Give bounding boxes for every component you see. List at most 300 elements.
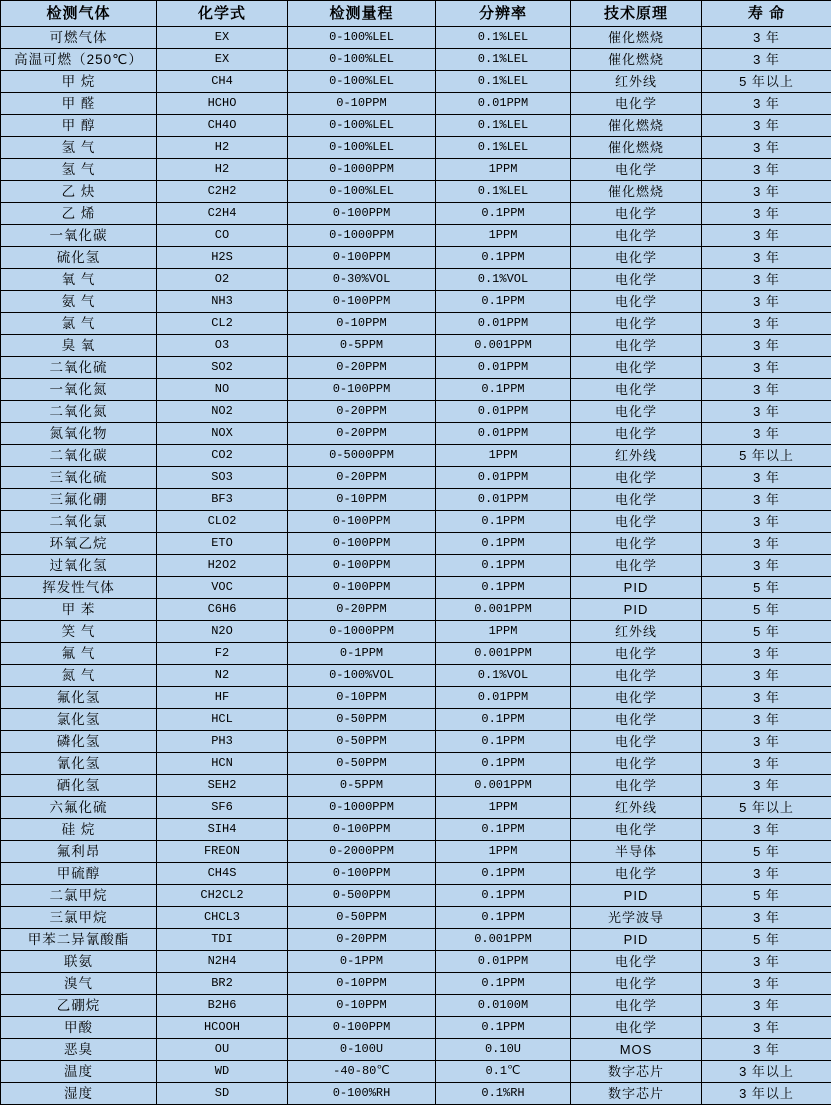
cell-formula: CLO2: [157, 511, 288, 533]
cell-lifetime: 3 年: [702, 401, 831, 423]
cell-resolution: 0.1%VOL: [436, 665, 571, 687]
cell-gas-name: 环氧乙烷: [1, 533, 157, 555]
cell-resolution: 0.1PPM: [436, 291, 571, 313]
cell-technology: 电化学: [571, 687, 702, 709]
cell-range: 0-100%LEL: [288, 49, 436, 71]
cell-formula: EX: [157, 27, 288, 49]
cell-lifetime: 3 年: [702, 731, 831, 753]
cell-formula: SEH2: [157, 775, 288, 797]
cell-range: 0-100PPM: [288, 379, 436, 401]
cell-gas-name: 氯化氢: [1, 709, 157, 731]
cell-technology: 电化学: [571, 247, 702, 269]
cell-range: 0-20PPM: [288, 467, 436, 489]
cell-lifetime: 3 年: [702, 511, 831, 533]
cell-gas-name: 氮氧化物: [1, 423, 157, 445]
cell-formula: ETO: [157, 533, 288, 555]
cell-gas-name: 恶臭: [1, 1039, 157, 1061]
cell-lifetime: 3 年: [702, 115, 831, 137]
cell-lifetime: 3 年: [702, 225, 831, 247]
table-row: [1, 643, 831, 665]
cell-resolution: 0.1PPM: [436, 203, 571, 225]
cell-lifetime: 3 年: [702, 907, 831, 929]
cell-range: 0-100U: [288, 1039, 436, 1061]
cell-gas-name: 一氧化碳: [1, 225, 157, 247]
cell-gas-name: 二氯甲烷: [1, 885, 157, 907]
cell-gas-name: 三氟化硼: [1, 489, 157, 511]
cell-range: 0-100PPM: [288, 247, 436, 269]
cell-technology: 电化学: [571, 863, 702, 885]
cell-formula: PH3: [157, 731, 288, 753]
table-row: [1, 467, 831, 489]
cell-lifetime: 3 年: [702, 951, 831, 973]
table-row: [1, 49, 831, 71]
cell-technology: 电化学: [571, 731, 702, 753]
cell-technology: 电化学: [571, 225, 702, 247]
cell-formula: FREON: [157, 841, 288, 863]
table-body: [1, 27, 831, 1105]
cell-resolution: 0.1PPM: [436, 973, 571, 995]
cell-formula: H2S: [157, 247, 288, 269]
table-row: [1, 841, 831, 863]
table-row: [1, 995, 831, 1017]
cell-resolution: 0.1PPM: [436, 1017, 571, 1039]
cell-lifetime: 3 年: [702, 159, 831, 181]
cell-range: 0-20PPM: [288, 929, 436, 951]
cell-technology: 电化学: [571, 423, 702, 445]
column-header-technology: 技术原理: [571, 1, 702, 27]
cell-technology: 电化学: [571, 203, 702, 225]
cell-range: 0-20PPM: [288, 401, 436, 423]
cell-technology: 红外线: [571, 621, 702, 643]
cell-formula: NO: [157, 379, 288, 401]
cell-range: 0-20PPM: [288, 423, 436, 445]
table-row: [1, 159, 831, 181]
cell-resolution: 0.1PPM: [436, 753, 571, 775]
table-row: [1, 1017, 831, 1039]
cell-gas-name: 二氧化碳: [1, 445, 157, 467]
cell-technology: 红外线: [571, 445, 702, 467]
cell-technology: MOS: [571, 1039, 702, 1061]
cell-resolution: 0.1%VOL: [436, 269, 571, 291]
cell-formula: CO2: [157, 445, 288, 467]
cell-range: 0-100%LEL: [288, 71, 436, 93]
cell-gas-name: 氧 气: [1, 269, 157, 291]
cell-lifetime: 3 年: [702, 423, 831, 445]
cell-lifetime: 3 年: [702, 753, 831, 775]
table-row: [1, 907, 831, 929]
cell-formula: SD: [157, 1083, 288, 1105]
cell-resolution: 0.1%RH: [436, 1083, 571, 1105]
column-header-resolution: 分辨率: [436, 1, 571, 27]
cell-gas-name: 甲 醛: [1, 93, 157, 115]
cell-lifetime: 3 年: [702, 533, 831, 555]
cell-lifetime: 3 年: [702, 665, 831, 687]
cell-lifetime: 3 年: [702, 49, 831, 71]
cell-gas-name: 磷化氢: [1, 731, 157, 753]
cell-technology: 红外线: [571, 71, 702, 93]
table-row: [1, 819, 831, 841]
cell-lifetime: 3 年: [702, 775, 831, 797]
cell-resolution: 1PPM: [436, 445, 571, 467]
table-row: [1, 291, 831, 313]
cell-resolution: 0.1%LEL: [436, 71, 571, 93]
table-row: [1, 1061, 831, 1083]
cell-formula: VOC: [157, 577, 288, 599]
cell-lifetime: 3 年: [702, 467, 831, 489]
cell-gas-name: 甲硫醇: [1, 863, 157, 885]
cell-gas-name: 氢 气: [1, 159, 157, 181]
cell-technology: 电化学: [571, 291, 702, 313]
cell-technology: 半导体: [571, 841, 702, 863]
cell-resolution: 0.001PPM: [436, 775, 571, 797]
cell-formula: OU: [157, 1039, 288, 1061]
cell-gas-name: 硅 烷: [1, 819, 157, 841]
cell-lifetime: 3 年: [702, 379, 831, 401]
cell-gas-name: 氯 气: [1, 313, 157, 335]
cell-resolution: 0.1%LEL: [436, 49, 571, 71]
cell-technology: 催化燃烧: [571, 137, 702, 159]
cell-resolution: 0.1PPM: [436, 709, 571, 731]
table-row: [1, 863, 831, 885]
cell-technology: 催化燃烧: [571, 27, 702, 49]
cell-formula: N2: [157, 665, 288, 687]
cell-range: 0-1000PPM: [288, 797, 436, 819]
cell-range: 0-100PPM: [288, 511, 436, 533]
cell-formula: NOX: [157, 423, 288, 445]
cell-formula: NH3: [157, 291, 288, 313]
cell-range: 0-100%VOL: [288, 665, 436, 687]
table-row: [1, 27, 831, 49]
cell-range: 0-100%LEL: [288, 115, 436, 137]
cell-technology: 电化学: [571, 775, 702, 797]
cell-gas-name: 湿度: [1, 1083, 157, 1105]
table-row: [1, 401, 831, 423]
cell-lifetime: 3 年: [702, 291, 831, 313]
table-row: [1, 599, 831, 621]
cell-formula: H2: [157, 137, 288, 159]
cell-gas-name: 硫化氢: [1, 247, 157, 269]
table-row: [1, 137, 831, 159]
cell-formula: NO2: [157, 401, 288, 423]
cell-lifetime: 3 年以上: [702, 1061, 831, 1083]
cell-technology: 电化学: [571, 159, 702, 181]
cell-resolution: 0.1%LEL: [436, 137, 571, 159]
cell-gas-name: 乙硼烷: [1, 995, 157, 1017]
cell-range: 0-500PPM: [288, 885, 436, 907]
cell-technology: 电化学: [571, 665, 702, 687]
cell-range: 0-5PPM: [288, 335, 436, 357]
cell-resolution: 1PPM: [436, 225, 571, 247]
cell-formula: EX: [157, 49, 288, 71]
cell-technology: 电化学: [571, 973, 702, 995]
cell-gas-name: 氮 气: [1, 665, 157, 687]
cell-range: 0-50PPM: [288, 753, 436, 775]
cell-technology: 催化燃烧: [571, 115, 702, 137]
cell-range: 0-10PPM: [288, 973, 436, 995]
table-row: [1, 753, 831, 775]
cell-gas-name: 甲酸: [1, 1017, 157, 1039]
cell-lifetime: 3 年: [702, 1017, 831, 1039]
cell-gas-name: 氟利昂: [1, 841, 157, 863]
cell-gas-name: 二氧化氮: [1, 401, 157, 423]
cell-formula: H2O2: [157, 555, 288, 577]
cell-technology: 电化学: [571, 357, 702, 379]
table-row: [1, 379, 831, 401]
cell-resolution: 0.1PPM: [436, 731, 571, 753]
cell-lifetime: 3 年: [702, 203, 831, 225]
cell-resolution: 0.1PPM: [436, 511, 571, 533]
cell-technology: 电化学: [571, 709, 702, 731]
cell-resolution: 0.10U: [436, 1039, 571, 1061]
cell-range: 0-100PPM: [288, 577, 436, 599]
table-row: [1, 445, 831, 467]
cell-gas-name: 甲 烷: [1, 71, 157, 93]
cell-gas-name: 氟 气: [1, 643, 157, 665]
table-row: [1, 555, 831, 577]
cell-formula: HCN: [157, 753, 288, 775]
cell-resolution: 0.001PPM: [436, 599, 571, 621]
cell-lifetime: 3 年: [702, 93, 831, 115]
cell-gas-name: 可燃气体: [1, 27, 157, 49]
cell-technology: PID: [571, 577, 702, 599]
cell-formula: BR2: [157, 973, 288, 995]
cell-range: 0-10PPM: [288, 995, 436, 1017]
table-row: [1, 1039, 831, 1061]
cell-formula: HCHO: [157, 93, 288, 115]
cell-gas-name: 挥发性气体: [1, 577, 157, 599]
cell-gas-name: 甲苯二异氰酸酯: [1, 929, 157, 951]
cell-gas-name: 溴气: [1, 973, 157, 995]
cell-gas-name: 臭 氧: [1, 335, 157, 357]
cell-formula: TDI: [157, 929, 288, 951]
cell-lifetime: 5 年: [702, 577, 831, 599]
cell-lifetime: 3 年: [702, 1039, 831, 1061]
cell-lifetime: 3 年: [702, 181, 831, 203]
cell-range: 0-10PPM: [288, 489, 436, 511]
table-row: [1, 313, 831, 335]
cell-lifetime: 3 年: [702, 555, 831, 577]
cell-resolution: 0.1PPM: [436, 533, 571, 555]
cell-formula: C6H6: [157, 599, 288, 621]
cell-range: 0-1PPM: [288, 951, 436, 973]
cell-resolution: 0.01PPM: [436, 93, 571, 115]
cell-lifetime: 3 年: [702, 335, 831, 357]
cell-resolution: 0.1℃: [436, 1061, 571, 1083]
cell-gas-name: 氢 气: [1, 137, 157, 159]
cell-range: 0-1000PPM: [288, 621, 436, 643]
cell-technology: PID: [571, 599, 702, 621]
column-header-formula: 化学式: [157, 1, 288, 27]
cell-resolution: 0.1PPM: [436, 885, 571, 907]
cell-technology: 数字芯片: [571, 1061, 702, 1083]
cell-technology: 电化学: [571, 401, 702, 423]
cell-gas-name: 联氨: [1, 951, 157, 973]
cell-technology: 电化学: [571, 951, 702, 973]
cell-range: 0-100PPM: [288, 819, 436, 841]
cell-resolution: 0.001PPM: [436, 929, 571, 951]
cell-lifetime: 5 年: [702, 621, 831, 643]
cell-gas-name: 硒化氢: [1, 775, 157, 797]
cell-formula: O3: [157, 335, 288, 357]
cell-lifetime: 5 年以上: [702, 71, 831, 93]
table-row: [1, 269, 831, 291]
cell-lifetime: 3 年: [702, 819, 831, 841]
cell-formula: BF3: [157, 489, 288, 511]
table-row: [1, 225, 831, 247]
cell-range: 0-100%LEL: [288, 137, 436, 159]
cell-resolution: 1PPM: [436, 841, 571, 863]
cell-lifetime: 3 年以上: [702, 1083, 831, 1105]
cell-resolution: 0.01PPM: [436, 951, 571, 973]
cell-formula: HCL: [157, 709, 288, 731]
cell-technology: 电化学: [571, 819, 702, 841]
cell-lifetime: 3 年: [702, 313, 831, 335]
table-row: [1, 115, 831, 137]
table-row: [1, 357, 831, 379]
cell-technology: 电化学: [571, 1017, 702, 1039]
cell-formula: HF: [157, 687, 288, 709]
cell-technology: 电化学: [571, 995, 702, 1017]
cell-resolution: 0.001PPM: [436, 335, 571, 357]
cell-range: 0-100PPM: [288, 533, 436, 555]
table-row: [1, 929, 831, 951]
cell-lifetime: 3 年: [702, 489, 831, 511]
table-row: [1, 93, 831, 115]
cell-range: 0-1000PPM: [288, 225, 436, 247]
table-row: [1, 533, 831, 555]
cell-range: 0-2000PPM: [288, 841, 436, 863]
cell-technology: 电化学: [571, 489, 702, 511]
cell-gas-name: 氰化氢: [1, 753, 157, 775]
cell-formula: C2H2: [157, 181, 288, 203]
cell-range: 0-5PPM: [288, 775, 436, 797]
cell-range: 0-100PPM: [288, 291, 436, 313]
cell-range: 0-10PPM: [288, 687, 436, 709]
cell-gas-name: 三氧化硫: [1, 467, 157, 489]
cell-range: 0-20PPM: [288, 599, 436, 621]
cell-range: 0-30%VOL: [288, 269, 436, 291]
cell-range: 0-20PPM: [288, 357, 436, 379]
cell-range: 0-100%LEL: [288, 181, 436, 203]
cell-lifetime: 5 年: [702, 885, 831, 907]
cell-lifetime: 3 年: [702, 709, 831, 731]
cell-formula: O2: [157, 269, 288, 291]
table-row: [1, 203, 831, 225]
cell-resolution: 0.1PPM: [436, 555, 571, 577]
cell-formula: CH2CL2: [157, 885, 288, 907]
cell-range: 0-10PPM: [288, 313, 436, 335]
cell-gas-name: 三氯甲烷: [1, 907, 157, 929]
cell-technology: 电化学: [571, 555, 702, 577]
cell-technology: 电化学: [571, 753, 702, 775]
column-header-lifetime: 寿 命: [702, 1, 831, 27]
cell-range: 0-100PPM: [288, 203, 436, 225]
table-row: [1, 423, 831, 445]
cell-gas-name: 氟化氢: [1, 687, 157, 709]
cell-resolution: 0.0100M: [436, 995, 571, 1017]
cell-technology: 电化学: [571, 93, 702, 115]
cell-resolution: 0.1PPM: [436, 379, 571, 401]
cell-resolution: 1PPM: [436, 621, 571, 643]
cell-formula: WD: [157, 1061, 288, 1083]
table-row: [1, 335, 831, 357]
cell-lifetime: 3 年: [702, 643, 831, 665]
cell-resolution: 0.1%LEL: [436, 181, 571, 203]
cell-technology: 光学波导: [571, 907, 702, 929]
cell-range: -40-80℃: [288, 1061, 436, 1083]
table-row: [1, 951, 831, 973]
cell-range: 0-50PPM: [288, 731, 436, 753]
cell-lifetime: 3 年: [702, 247, 831, 269]
table-row: [1, 577, 831, 599]
cell-lifetime: 5 年: [702, 841, 831, 863]
cell-technology: 电化学: [571, 335, 702, 357]
cell-formula: SF6: [157, 797, 288, 819]
cell-range: 0-100PPM: [288, 863, 436, 885]
cell-range: 0-50PPM: [288, 709, 436, 731]
table-row: [1, 1083, 831, 1105]
cell-lifetime: 3 年: [702, 137, 831, 159]
cell-lifetime: 5 年: [702, 929, 831, 951]
column-header-gas: 检测气体: [1, 1, 157, 27]
table-row: [1, 687, 831, 709]
table-row: [1, 489, 831, 511]
cell-gas-name: 二氧化硫: [1, 357, 157, 379]
cell-formula: CH4: [157, 71, 288, 93]
cell-lifetime: 5 年以上: [702, 445, 831, 467]
table-row: [1, 181, 831, 203]
table-row: [1, 973, 831, 995]
column-header-range: 检测量程: [288, 1, 436, 27]
cell-range: 0-50PPM: [288, 907, 436, 929]
cell-resolution: 0.01PPM: [436, 489, 571, 511]
cell-resolution: 0.01PPM: [436, 423, 571, 445]
table-header: [1, 1, 831, 27]
cell-range: 0-1PPM: [288, 643, 436, 665]
cell-gas-name: 甲 醇: [1, 115, 157, 137]
cell-formula: SO3: [157, 467, 288, 489]
cell-resolution: 0.1PPM: [436, 907, 571, 929]
cell-lifetime: 5 年以上: [702, 797, 831, 819]
cell-formula: CH4S: [157, 863, 288, 885]
table-row: [1, 71, 831, 93]
table-row: [1, 621, 831, 643]
cell-formula: CHCL3: [157, 907, 288, 929]
cell-resolution: 0.01PPM: [436, 687, 571, 709]
cell-technology: 催化燃烧: [571, 49, 702, 71]
cell-lifetime: 3 年: [702, 269, 831, 291]
cell-resolution: 0.01PPM: [436, 357, 571, 379]
cell-resolution: 1PPM: [436, 797, 571, 819]
table-row: [1, 709, 831, 731]
cell-formula: B2H6: [157, 995, 288, 1017]
cell-lifetime: 3 年: [702, 995, 831, 1017]
cell-lifetime: 3 年: [702, 863, 831, 885]
cell-resolution: 0.01PPM: [436, 313, 571, 335]
cell-formula: C2H4: [157, 203, 288, 225]
cell-resolution: 0.1%LEL: [436, 27, 571, 49]
cell-resolution: 0.1PPM: [436, 577, 571, 599]
cell-resolution: 1PPM: [436, 159, 571, 181]
cell-resolution: 0.01PPM: [436, 467, 571, 489]
cell-range: 0-100PPM: [288, 555, 436, 577]
cell-technology: 电化学: [571, 313, 702, 335]
cell-lifetime: 3 年: [702, 357, 831, 379]
cell-technology: 红外线: [571, 797, 702, 819]
cell-resolution: 0.001PPM: [436, 643, 571, 665]
cell-resolution: 0.1PPM: [436, 819, 571, 841]
cell-formula: CH4O: [157, 115, 288, 137]
